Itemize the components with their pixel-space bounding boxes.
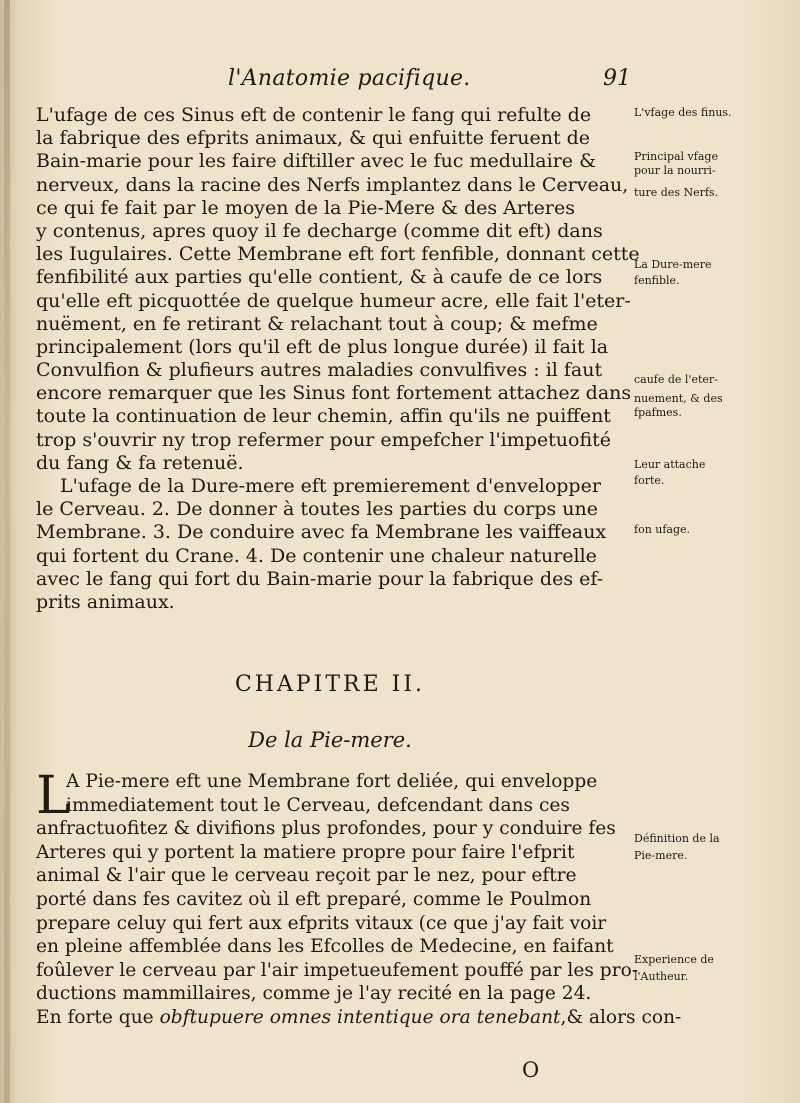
text-line: Membrane. 3. De conduire avec fa Membrane les vaiffeaux [36, 521, 607, 544]
text-line: les Iugulaires. Cette Membrane eft fort fenfible, donnant cette [36, 243, 640, 266]
text-line: foûlever le cerveau par l'air impetueufement pouffé par les pro- [36, 959, 639, 981]
text-line: qui fortent du Crane. 4. De contenir une chaleur naturelle [36, 544, 597, 567]
margin-note: ture des Nerfs. [634, 186, 719, 199]
text-line: animal & l'air que le cerveau reçoit par le nez, pour eftre [36, 865, 577, 887]
latin-quotation: obftupuere omnes intentique ora tenebant [159, 1006, 561, 1028]
catchword: O [522, 1058, 540, 1082]
margin-note: l'Autheur. [634, 970, 689, 983]
text-line: Arteres qui y portent la matiere propre pour faire l'efprit [36, 841, 575, 863]
margin-note: fon ufage. [634, 523, 691, 536]
margin-note: La Dure-mere [634, 258, 712, 271]
margin-note: Leur attache [634, 458, 706, 471]
last-line-end: ,& alors con- [560, 1006, 682, 1028]
text-line: L'ufage de ces Sinus eft de contenir le fang qui refulte de [36, 104, 592, 126]
text-line: fenfibilité aux parties qu'elle contient, & à caufe de ce lors [36, 266, 603, 289]
text-line: L'ufage de la Dure-mere eft premierement d'envelopper [60, 475, 601, 497]
text-line: ductions mammillaires, comme je l'ay recité en la page 24. [36, 983, 592, 1005]
text-line: qu'elle eft picquottée de quelque humeur acre, elle fait l'eter- [36, 289, 631, 312]
text-line: prits animaux. [36, 590, 175, 613]
text-line: A Pie-mere eft une Membrane fort deliée, qui enveloppe [66, 771, 598, 792]
text-line: toute la continuation de leur chemin, affin qu'ils ne puiffent [36, 405, 611, 428]
last-line-start: En forte que [36, 1006, 160, 1028]
margin-note: Experience de [634, 953, 714, 966]
margin-note: caufe de l'eter- [634, 373, 718, 386]
margin-note: Pie-mere. [634, 849, 688, 862]
margin-note: Principal vfage [634, 150, 718, 163]
text-line: avec le fang qui fort du Bain-marie pour la fabrique des ef- [36, 567, 604, 590]
text-line: la fabrique des efprits animaux, & qui enfuitte feruent de [36, 127, 591, 150]
text-line: encore remarquer que les Sinus font fortement attachez dans [36, 382, 632, 405]
text-line: y contenus, apres quoy il fe decharge (comme dit eft) dans [36, 219, 603, 242]
text-line: nerveux, dans la racine des Nerfs implantez dans le Cerveau, [36, 173, 629, 196]
text-line: porté dans fes cavitez où il eft preparé, comme le Poulmon [36, 888, 592, 910]
text-line-last [36, 1006, 682, 1030]
text-line: anfractuofitez & divifions plus profondes, pour y conduire fes [36, 818, 616, 840]
drop-cap: L [36, 766, 71, 826]
text-line: ce qui fe fait par le moyen de la Pie-Mere & des Arteres [36, 196, 575, 219]
margin-note: fpafmes. [634, 406, 682, 419]
text-line: immediatement tout le Cerveau, defcendant dans ces [66, 794, 570, 816]
text-line: Convulfion & plufieurs autres maladies convulfives : il faut [36, 359, 603, 382]
text-line: en pleine affemblée dans les Efcolles de Medecine, en faifant [36, 936, 614, 958]
text-line: Bain-marie pour les faire diftiller avec le fuc medullaire & [36, 150, 596, 173]
margin-note: L'vfage des finus. [634, 106, 732, 119]
page-number: 91 [603, 66, 631, 91]
running-title: l'Anatomie pacifique. [228, 66, 471, 91]
main-text-block [36, 104, 640, 614]
text-line: trop s'ouvrir ny trop refermer pour empefcher l'impetuofité [36, 428, 612, 451]
text-line: principalement (lors qu'il eft de plus longue durée) il fait la [36, 335, 609, 358]
section-title: De la Pie-mere. [248, 728, 412, 752]
margin-note: nuement, & des [634, 392, 723, 405]
margin-note: pour la nourri- [634, 164, 716, 177]
margin-note: fenfible. [634, 274, 680, 287]
margin-note: Définition de la [634, 832, 720, 845]
text-line: prepare celuy qui fert aux efprits vitaux (ce que j'ay fait voir [36, 912, 607, 934]
text-line: le Cerveau. 2. De donner à toutes les parties du corps une [36, 498, 599, 521]
chapter-heading: CHAPITRE II. [234, 672, 426, 697]
text-line: du fang & fa retenuë. [36, 451, 244, 474]
text-line: nuëment, en fe retirant & relachant tout à coup; & mefme [36, 312, 598, 335]
binding-edge [4, 0, 10, 1103]
margin-note: forte. [634, 474, 665, 487]
